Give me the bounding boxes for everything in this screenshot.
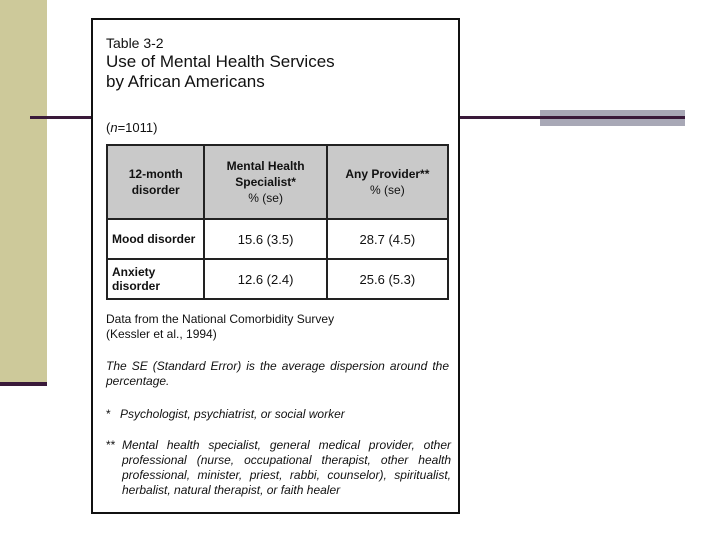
- footnote-2-mark: **: [106, 438, 116, 452]
- table-title-line1: Use of Mental Health Services: [106, 52, 335, 71]
- footnote-2-text: Mental health specialist, general medical provider, other professional (nurse, occupational therapist, other health professional, minister, priest, rabbi, counselor), spiritualist, herbalist, natural therapist, or faith healer: [122, 438, 451, 497]
- source-note: [106, 312, 334, 342]
- source-line1: Data from the National Comorbidity Survey: [106, 312, 335, 326]
- header-disorder-line2: disorder: [131, 183, 180, 197]
- cell-any-provider: 25.6 (5.3): [327, 259, 448, 299]
- header-specialist-sub: % (se): [248, 191, 283, 205]
- header-specialist-line1: Mental Health: [226, 159, 305, 173]
- footnote-1-text: Psychologist, psychiatrist, or social worker: [120, 407, 345, 421]
- left-rule: [30, 116, 92, 119]
- header-disorder-line1: 12-month: [128, 167, 183, 181]
- header-any-line1: Any Provider**: [345, 167, 430, 181]
- table-row: [107, 259, 448, 299]
- header-disorder: [107, 145, 204, 219]
- header-specialist: [204, 145, 326, 219]
- row-label: Anxiety disorder: [107, 259, 204, 299]
- left-decor-line: [0, 382, 47, 386]
- header-any-provider: [327, 145, 448, 219]
- right-rule: [460, 116, 685, 119]
- table-row: [107, 219, 448, 259]
- left-decor-band: [0, 0, 47, 384]
- header-specialist-line2: Specialist*: [235, 175, 296, 189]
- cell-specialist: 12.6 (2.4): [204, 259, 326, 299]
- se-note: The SE (Standard Error) is the average dispersion around the percentage.: [106, 359, 449, 388]
- services-table: [106, 144, 449, 300]
- cell-specialist: 15.6 (3.5): [204, 219, 326, 259]
- cell-any-provider: 28.7 (4.5): [327, 219, 448, 259]
- sample-size-value: =1011: [117, 120, 154, 135]
- footnote-1-mark: *: [106, 407, 111, 421]
- sample-size: (n=1011): [106, 120, 158, 135]
- table-title-line2: by African Americans: [106, 72, 265, 91]
- footnote-1: [106, 407, 451, 422]
- table-title: [106, 52, 446, 92]
- footnote-2: [106, 438, 451, 498]
- table-header-row: [107, 145, 448, 219]
- table-number: Table 3-2: [106, 35, 164, 51]
- header-any-sub: % (se): [370, 183, 405, 197]
- table-image-card: [91, 18, 460, 514]
- sample-size-label: n: [110, 120, 118, 135]
- source-line2: (Kessler et al., 1994): [106, 327, 217, 341]
- row-label: Mood disorder: [107, 219, 204, 259]
